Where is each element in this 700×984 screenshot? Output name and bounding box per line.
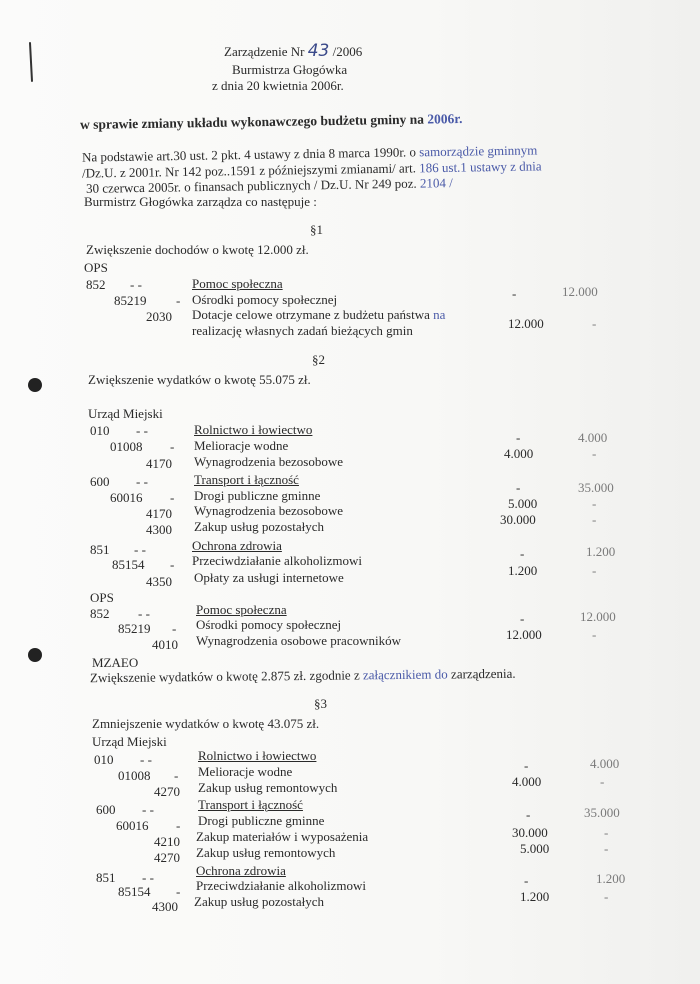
row-name: Ochrona zdrowia: [196, 863, 286, 878]
row-code: 010: [94, 752, 114, 767]
preamble-line-1: Na podstawie art.30 ust. 2 pkt. 4 ustawy z dnia 8 marca 1990r. o samorządzie gminnym: [81, 142, 538, 165]
row-code: 4010: [152, 637, 178, 652]
unit-label: OPS: [90, 590, 114, 605]
section-1-title: Zwiększenie dochodów o kwotę 12.000 zł.: [86, 242, 309, 257]
row-name: Zakup usług pozostałych: [194, 519, 324, 534]
row-dashes: -: [176, 818, 181, 833]
preamble-line-4: Burmistrz Głogówka zarządza co następuje :: [84, 194, 317, 209]
header-line-2: Burmistrza Głogówka: [232, 62, 348, 77]
row-dashes: - -: [138, 606, 150, 621]
row-code: 4210: [154, 834, 180, 849]
row-value-1: -: [526, 807, 531, 822]
row-name: Melioracje wodne: [198, 764, 293, 779]
row-value-1: 4.000: [512, 774, 542, 789]
row-name: Pomoc społeczna: [192, 276, 283, 291]
row-value-2: -: [592, 496, 597, 511]
row-dashes: - -: [134, 542, 146, 557]
preamble-line-2: /Dz.U. z 2001r. Nr 142 poz..1591 z późniejszymi zmianami/ art. 186 ust.1 ustawy z dnia: [81, 158, 542, 181]
row-dashes: -: [174, 768, 179, 783]
row-value-1: -: [516, 430, 521, 445]
row-code: 60016: [116, 818, 149, 833]
row-code: 85219: [118, 621, 151, 636]
row-code: 85219: [114, 293, 147, 308]
row-value-1: -: [520, 611, 525, 626]
unit-label: MZAEO: [92, 655, 139, 670]
row-code: 85154: [118, 884, 151, 899]
row-dashes: -: [170, 557, 175, 572]
row-name: Ośrodki pomocy społecznej: [192, 292, 338, 307]
row-value-2: 1.200: [596, 871, 626, 886]
row-value-1: 12.000: [508, 316, 544, 331]
row-code: 600: [96, 802, 116, 817]
row-code: 4270: [154, 850, 180, 865]
row-value-1: -: [516, 480, 521, 495]
ink-mark: [29, 42, 33, 82]
row-value-2: -: [604, 841, 609, 856]
row-value-2: 4.000: [578, 430, 608, 445]
row-name: Wynagrodzenia bezosobowe: [194, 503, 344, 518]
subject-line: w sprawie zmiany układu wykonawczego budżetu gminy na 2006r.: [79, 110, 463, 133]
row-value-2: 12.000: [562, 284, 598, 299]
row-code: 2030: [146, 309, 172, 324]
row-code: 4300: [146, 522, 172, 537]
row-code: 852: [86, 277, 106, 292]
row-code: 851: [96, 870, 116, 885]
row-name: Transport i łączność: [194, 472, 299, 487]
row-name: Zakup usług remontowych: [198, 780, 338, 795]
row-value-2: -: [592, 446, 597, 461]
row-code: 4300: [152, 899, 178, 914]
row-dashes: -: [172, 621, 177, 636]
row-name: Opłaty za usługi internetowe: [194, 570, 344, 585]
row-name: Rolnictwo i łowiectwo: [194, 422, 313, 437]
row-name: Pomoc społeczna: [196, 602, 287, 617]
row-name: Drogi publiczne gminne: [194, 488, 321, 503]
handwritten-number: 43: [307, 41, 330, 61]
row-value-2: -: [604, 889, 609, 904]
row-value-2: 1.200: [586, 544, 616, 559]
row-name: Przeciwdziałanie alkoholizmowi: [192, 553, 363, 568]
row-value-2: 35.000: [578, 480, 614, 495]
row-code: 600: [90, 474, 110, 489]
row-name: Przeciwdziałanie alkoholizmowi: [196, 878, 367, 893]
row-value-1: -: [524, 758, 529, 773]
row-dashes: - -: [142, 802, 154, 817]
row-value-2: 4.000: [590, 756, 620, 771]
row-value-2: -: [592, 512, 597, 527]
row-name: Drogi publiczne gminne: [198, 813, 325, 828]
row-dashes: -: [176, 293, 181, 308]
row-value-1: 4.000: [504, 446, 534, 461]
row-name: Zakup usług pozostałych: [194, 894, 324, 909]
unit-label: Urząd Miejski: [92, 734, 167, 749]
row-name: Zakup materiałów i wyposażenia: [196, 829, 369, 844]
row-code: 4170: [146, 506, 172, 521]
row-name: Wynagrodzenia bezosobowe: [194, 454, 344, 469]
row-value-1: 5.000: [508, 496, 538, 511]
row-code: 01008: [118, 768, 151, 783]
row-name: Dotacje celowe otrzymane z budżetu państwa na: [192, 307, 446, 322]
row-value-1: -: [520, 546, 525, 561]
row-name: Rolnictwo i łowiectwo: [198, 748, 317, 763]
row-dashes: - -: [130, 277, 142, 292]
row-code: 010: [90, 423, 110, 438]
row-value-1: 1.200: [520, 889, 550, 904]
section-mark-1: §1: [310, 222, 323, 237]
row-dashes: - -: [142, 870, 154, 885]
section-mark-2: §2: [312, 352, 325, 367]
row-value-2: -: [592, 563, 597, 578]
row-value-1: 12.000: [506, 627, 542, 642]
section-3-title: Zmniejszenie wydatków o kwotę 43.075 zł.: [92, 716, 320, 731]
row-code: 851: [90, 542, 110, 557]
row-dashes: -: [170, 490, 175, 505]
row-value-2: -: [600, 774, 605, 789]
row-value-2: 12.000: [580, 609, 616, 624]
row-value-1: -: [524, 873, 529, 888]
row-value-1: 30.000: [500, 512, 536, 527]
punch-hole: [28, 648, 42, 662]
row-value-2: 35.000: [584, 805, 620, 820]
preamble-line-3: 30 czerwca 2005r. o finansach publicznych / Dz.U. Nr 249 poz. 2104 /: [85, 175, 453, 196]
row-code: 60016: [110, 490, 143, 505]
row-name: Wynagrodzenia osobowe pracowników: [196, 633, 401, 648]
punch-hole: [28, 378, 42, 392]
header-line-1: Zarządzenie Nr 43 /2006: [224, 41, 363, 61]
row-value-1: 30.000: [512, 825, 548, 840]
row-value-2: -: [592, 627, 597, 642]
section-2-note: Zwiększenie wydatków o kwotę 2.875 zł. zgodnie z załącznikiem do zarządzenia.: [89, 665, 516, 686]
row-code: 852: [90, 606, 110, 621]
row-dashes: -: [170, 439, 175, 454]
row-name: Melioracje wodne: [194, 438, 289, 453]
row-dashes: - -: [136, 423, 148, 438]
header-line-3: z dnia 20 kwietnia 2006r.: [212, 78, 344, 93]
unit-label: Urząd Miejski: [88, 406, 163, 421]
row-name: Ochrona zdrowia: [192, 538, 282, 553]
row-code: 85154: [112, 557, 145, 572]
row-code: 4350: [146, 574, 172, 589]
section-mark-3: §3: [314, 696, 327, 711]
row-code: 4170: [146, 456, 172, 471]
row-dashes: - -: [140, 752, 152, 767]
row-name: realizację własnych zadań bieżących gmin: [192, 323, 413, 338]
unit-label: OPS: [84, 260, 108, 275]
row-code: 01008: [110, 439, 143, 454]
row-dashes: - -: [136, 474, 148, 489]
row-value-1: 1.200: [508, 563, 538, 578]
row-name: Transport i łączność: [198, 797, 303, 812]
section-2-title: Zwiększenie wydatków o kwotę 55.075 zł.: [88, 372, 311, 387]
row-value-1: -: [512, 286, 517, 301]
row-dashes: -: [176, 884, 181, 899]
row-name: Ośrodki pomocy społecznej: [196, 617, 342, 632]
row-name: Zakup usług remontowych: [196, 845, 336, 860]
row-value-1: 5.000: [520, 841, 550, 856]
row-value-2: -: [604, 825, 609, 840]
row-code: 4270: [154, 784, 180, 799]
row-value-2: -: [592, 316, 597, 331]
